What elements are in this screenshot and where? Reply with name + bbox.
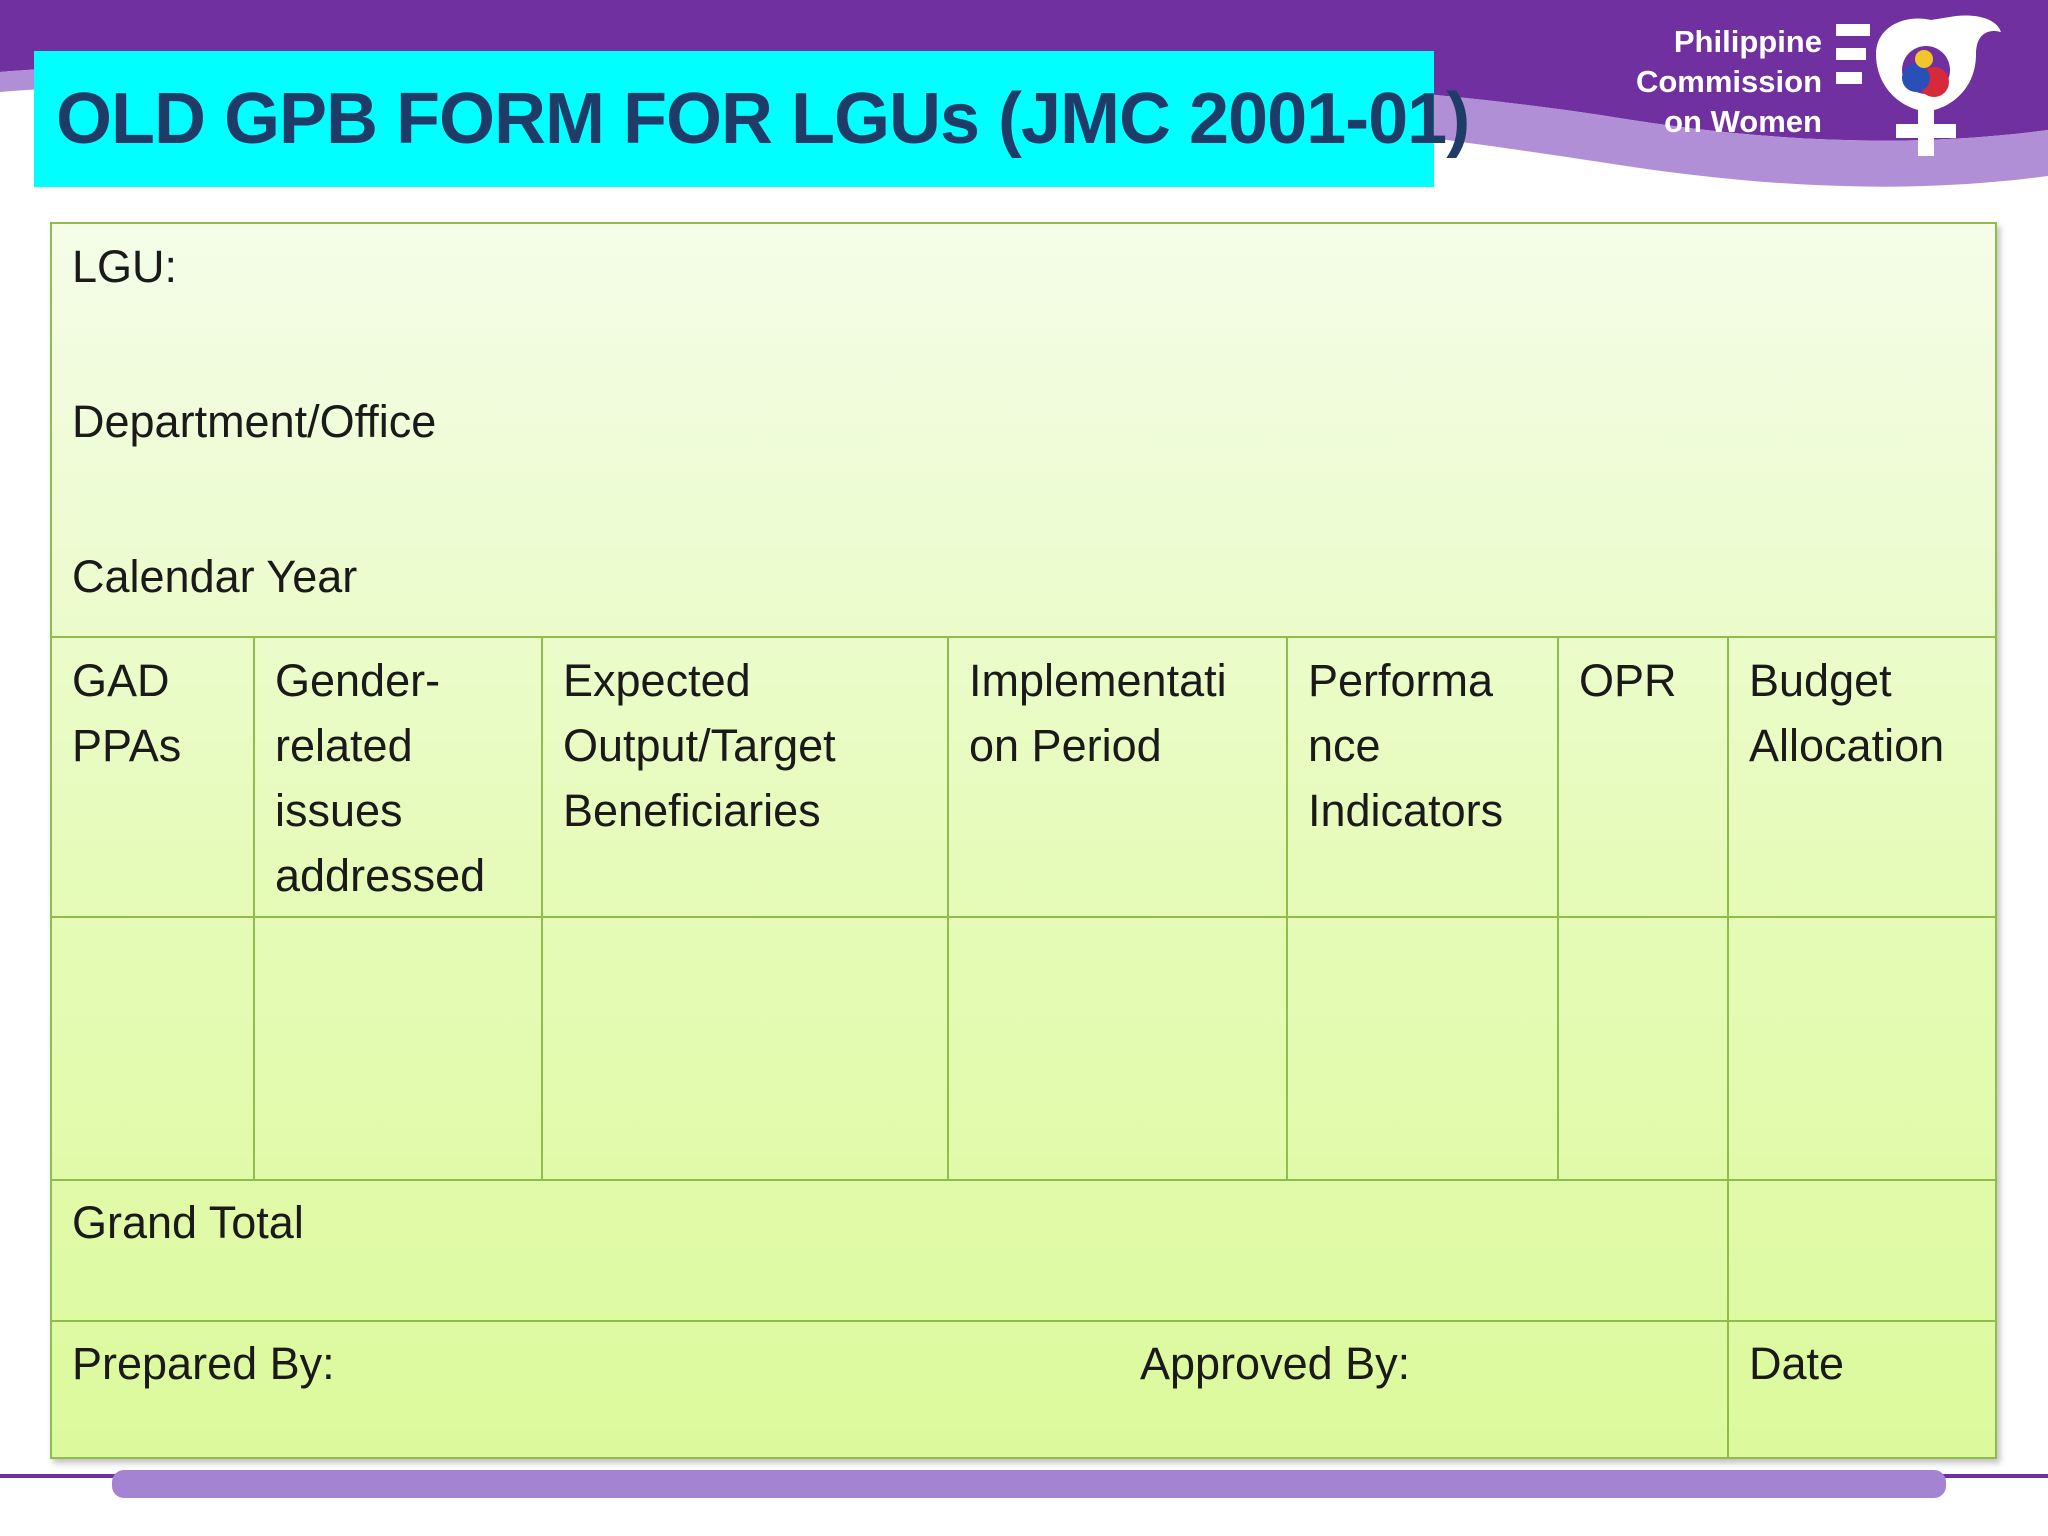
page-title: OLD GPB FORM FOR LGUs (JMC 2001-01) bbox=[56, 79, 1470, 159]
column-header-opr: OPR bbox=[1579, 655, 1677, 706]
prepared-by-label: Prepared By: bbox=[72, 1338, 335, 1389]
footer-band bbox=[0, 1470, 2048, 1510]
pcw-logo-icon bbox=[1836, 14, 2006, 158]
row-divider bbox=[52, 916, 1995, 918]
column-divider bbox=[1286, 636, 1288, 1179]
column-header-gender-issues: Gender- related issues addressed bbox=[275, 655, 486, 901]
grand-total-label: Grand Total bbox=[72, 1197, 304, 1248]
brand-line: Commission bbox=[1635, 64, 1822, 99]
column-header-gad-ppas: GAD PPAs bbox=[72, 655, 182, 771]
row-divider bbox=[52, 1179, 1995, 1181]
column-header-expected-output: Expected Output/Target Beneficiaries bbox=[563, 655, 836, 836]
brand-name bbox=[1560, 22, 1822, 142]
column-divider bbox=[1557, 636, 1559, 1179]
row-divider bbox=[52, 636, 1995, 638]
column-divider bbox=[947, 636, 949, 1179]
column-header-performance-indicators: Performa nce Indicators bbox=[1308, 655, 1504, 836]
column-header-implementation-period: Implementati on Period bbox=[969, 655, 1227, 771]
date-label: Date bbox=[1749, 1338, 1845, 1389]
calendar-year-label: Calendar Year bbox=[72, 551, 358, 602]
row-divider bbox=[52, 1320, 1995, 1322]
column-header-budget-allocation: Budget Allocation bbox=[1749, 655, 1945, 771]
brand-line: on Women bbox=[1664, 104, 1822, 139]
gpb-form bbox=[50, 222, 1997, 1459]
brand-line: Philippine bbox=[1673, 24, 1822, 59]
department-label: Department/Office bbox=[72, 396, 437, 447]
title-banner bbox=[34, 51, 1470, 187]
lgu-label: LGU: bbox=[72, 241, 178, 292]
column-divider bbox=[541, 636, 543, 1179]
column-divider bbox=[253, 636, 255, 1179]
approved-by-label: Approved By: bbox=[1140, 1338, 1411, 1389]
column-divider bbox=[1727, 636, 1729, 1459]
